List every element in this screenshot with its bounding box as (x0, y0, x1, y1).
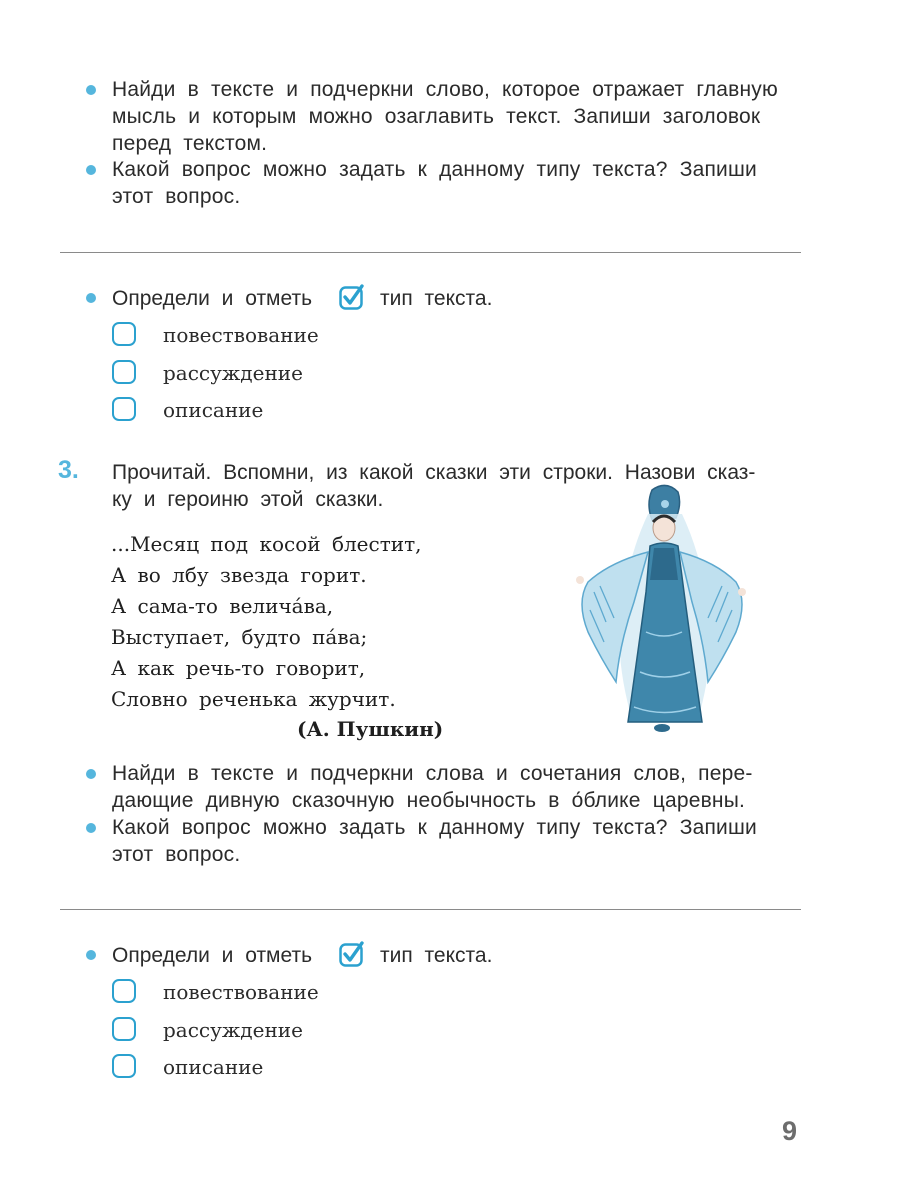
checkbox-reasoning[interactable] (112, 1017, 136, 1041)
instruction-line: этот вопрос. (112, 185, 241, 208)
bullet-dot (86, 293, 96, 303)
poem-line: Выступает, будто па́ва; (111, 625, 368, 649)
checkbox-narration[interactable] (112, 322, 136, 346)
check-instruction-prefix: Определи и отметь (112, 944, 313, 967)
bullet-dot (86, 823, 96, 833)
instruction-line: Найди в тексте и подчеркни слова и сочетания слов, пере- (112, 762, 753, 785)
task-number: 3. (58, 456, 79, 484)
checkbox-description[interactable] (112, 1054, 136, 1078)
check-instruction-suffix: тип текста. (380, 287, 493, 310)
checkbox-narration[interactable] (112, 979, 136, 1003)
bullet-dot (86, 85, 96, 95)
bullet-dot (86, 769, 96, 779)
instruction-line: мысль и которым можно озаглавить текст. Запиши заголовок (112, 105, 761, 128)
tsarevna-swan-illustration-icon (570, 482, 750, 744)
option-label: рассуждение (163, 361, 303, 385)
checkbox-description[interactable] (112, 397, 136, 421)
poem-line: А как речь-то говорит, (111, 656, 366, 680)
check-instruction-suffix: тип текста. (380, 944, 493, 967)
task-intro-line: Прочитай. Вспомни, из какой сказки эти строки. Назови сказ- (112, 461, 756, 484)
checkmark-icon (339, 284, 365, 310)
poem-line: А сама-то велича́ва, (111, 594, 334, 618)
option-label: описание (163, 398, 264, 422)
option-label: повествование (163, 980, 319, 1004)
instruction-line: перед текстом. (112, 132, 268, 155)
poem-line: А во лбу звезда горит. (111, 563, 367, 587)
bullet-dot (86, 950, 96, 960)
instruction-line: Какой вопрос можно задать к данному типу текста? Запиши (112, 158, 757, 181)
checkmark-icon (339, 941, 365, 967)
instruction-line: этот вопрос. (112, 843, 241, 866)
bullet-dot (86, 165, 96, 175)
poem-line: Словно реченька журчит. (111, 687, 396, 711)
option-label: описание (163, 1055, 264, 1079)
option-label: повествование (163, 323, 319, 347)
checkbox-reasoning[interactable] (112, 360, 136, 384)
poem-author: (А. Пушкин) (297, 717, 444, 741)
poem-line: ...Месяц под косой блестит, (111, 532, 422, 556)
answer-line[interactable] (60, 252, 801, 253)
instruction-line: дающие дивную сказочную необычность в о́блике царевны. (112, 789, 746, 812)
check-instruction-prefix: Определи и отметь (112, 287, 313, 310)
task-intro-line: ку и героиню этой сказки. (112, 488, 384, 511)
answer-line[interactable] (60, 909, 801, 910)
instruction-line: Найди в тексте и подчеркни слово, которое отражает главную (112, 78, 778, 101)
instruction-line: Какой вопрос можно задать к данному типу текста? Запиши (112, 816, 757, 839)
page-number: 9 (782, 1116, 798, 1146)
option-label: рассуждение (163, 1018, 303, 1042)
